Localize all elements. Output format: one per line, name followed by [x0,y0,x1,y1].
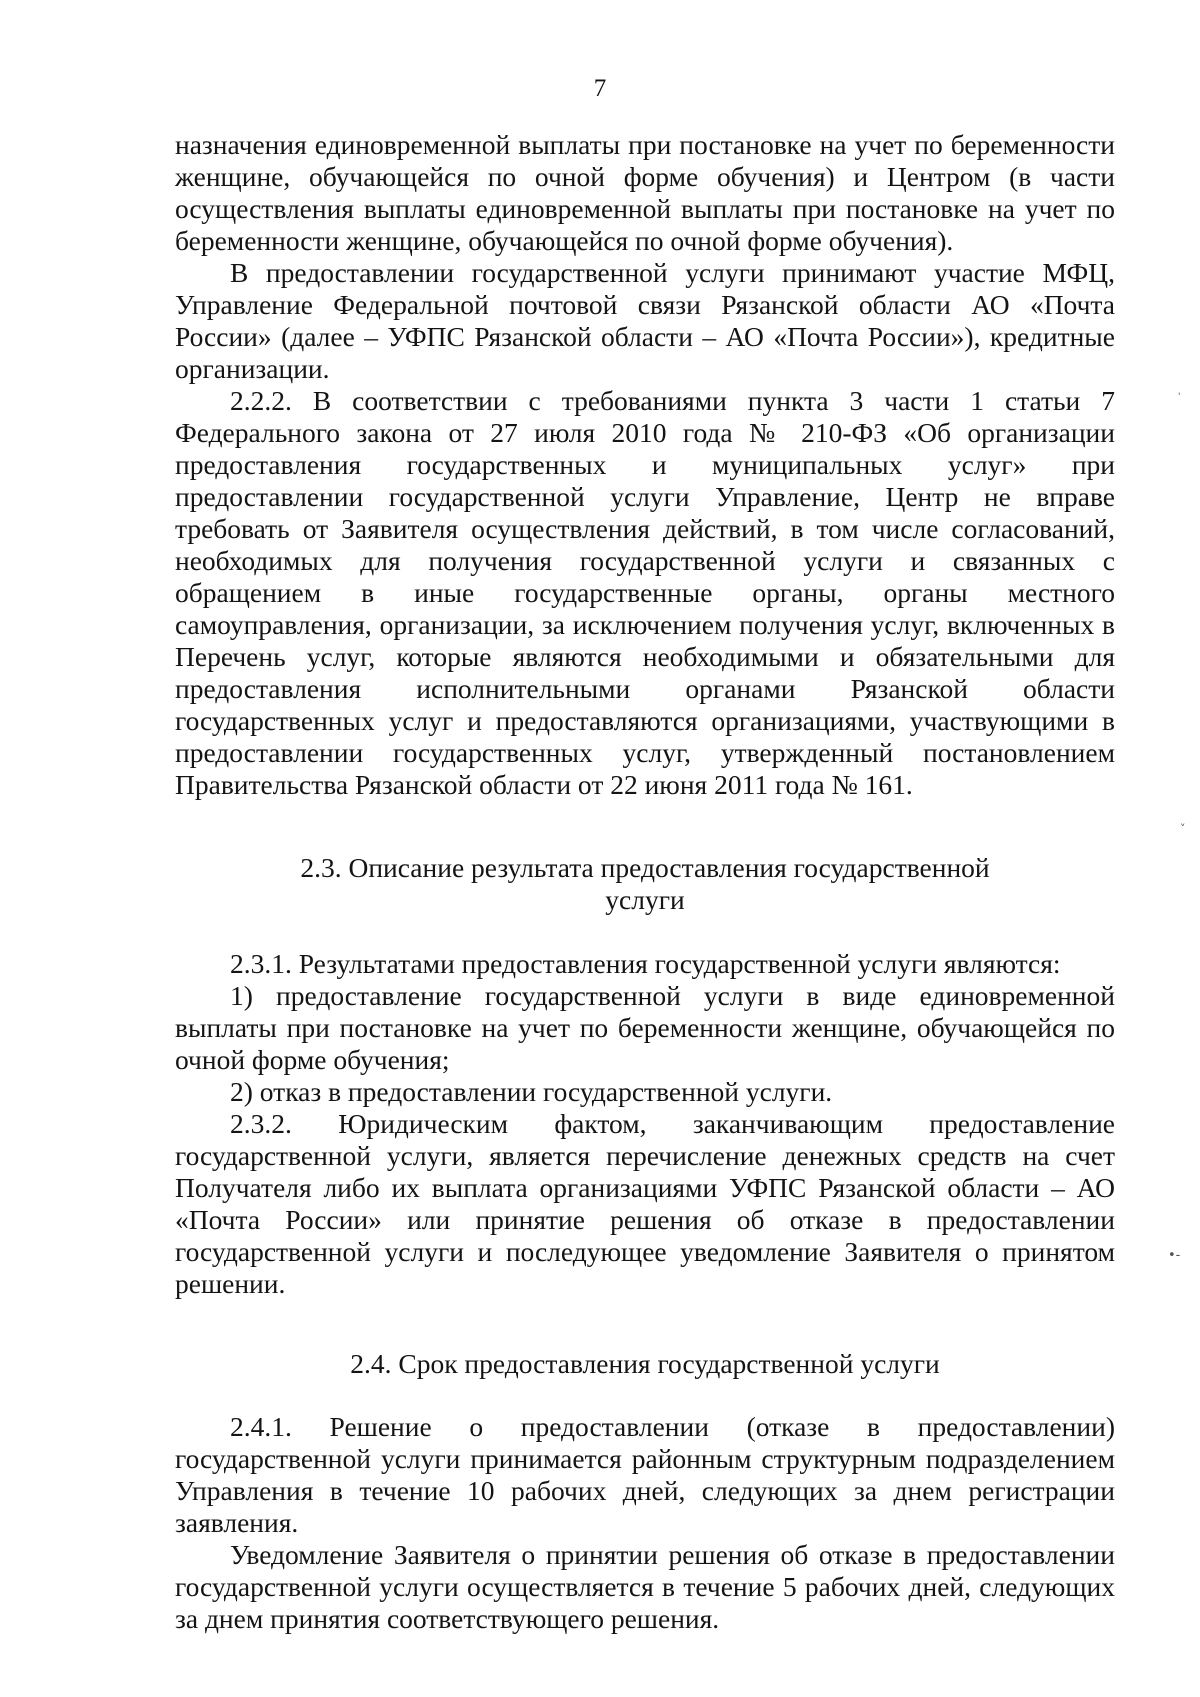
paragraph: Уведомление Заявителя о принятии решения об отказе в предоставлении государственной услуги осуществляется в течение 5 рабочих дней, следующих за днем принятия соответствующего решения. [175,1539,1115,1634]
paragraph: 2.4.1. Решение о предоставлении (отказе в предоставлении) государственной услуги принимается районным структурным подразделением Управления в течение 10 рабочих дней, следующих за днем регистрации заявления. [175,1411,1115,1538]
scan-artifact-mark: ˅ [1180,822,1186,835]
paragraph: 2.3.1. Результатами предоставления государственной услуги являются: [230,948,1061,979]
paragraph: назначения единовременной выплаты при постановке на учет по беременности женщине, обучающейся по очной форме обучения) и Центром (в части осуществления выплаты единовременной выплаты при постановке на учет по беременности женщине, обучающейся по очной форме обучения). [175,129,1115,256]
heading-line: услуги [605,884,685,915]
list-item: 1) предоставление государственной услуги в виде единовременной выплаты при постановке на учет по беременности женщине, обучающейся по очной форме обучения; [175,980,1115,1075]
section-heading-2-4: 2.4. Срок предоставления государственной услуги [350,1348,940,1379]
list-item: 2) отказ в предоставлении государственной услуги. [230,1076,833,1107]
paragraph: 2.2.2. В соответствии с требованиями пункта 3 части 1 статьи 7 Федерального закона от 27 июля 2010 года № 210-ФЗ «Об организации предоставления государственных и муниципальных услуг» при предоставлении государственной услуги Управление, Центр не вправе требовать от Заявителя осуществления действий, в том числе согласований, необходимых для получения государственной услуги и связанных с обращением в иные государственные органы, органы местного самоуправления, организации, за исключением получения услуг, включенных в Перечень услуг, которые являются необходимыми и обязательными для предоставления исполнительными органами Рязанской области государственных услуг и предоставляются организациями, участвующими в предоставлении государственных услуг, утвержденный постановлением Правительства Рязанской области от 22 июня 2011 года № 161. [175,385,1115,800]
document-body [175,129,1115,1635]
paragraph: 2.3.2. Юридическим фактом, заканчивающим предоставление государственной услуги, является перечисление денежных средств на счет Получателя либо их выплата организациями УФПС Рязанской области – АО «Почта России» или принятие решения об отказе в предоставлении государственной услуги и последующее уведомление Заявителя о принятом решении. [175,1108,1115,1299]
page-number: 7 [593,75,607,102]
section-heading-2-3 [175,852,1115,916]
scan-artifact-mark: ' [1178,392,1181,402]
heading-line: 2.3. Описание результата предоставления государственной [300,852,990,883]
scan-artifact-mark: •- [1168,1248,1181,1263]
paragraph: В предоставлении государственной услуги принимают участие МФЦ, Управление Федеральной почтовой связи Рязанской области АО «Почта России» (далее – УФПС Рязанской области – АО «Почта России»), кредитные организации. [175,257,1115,384]
